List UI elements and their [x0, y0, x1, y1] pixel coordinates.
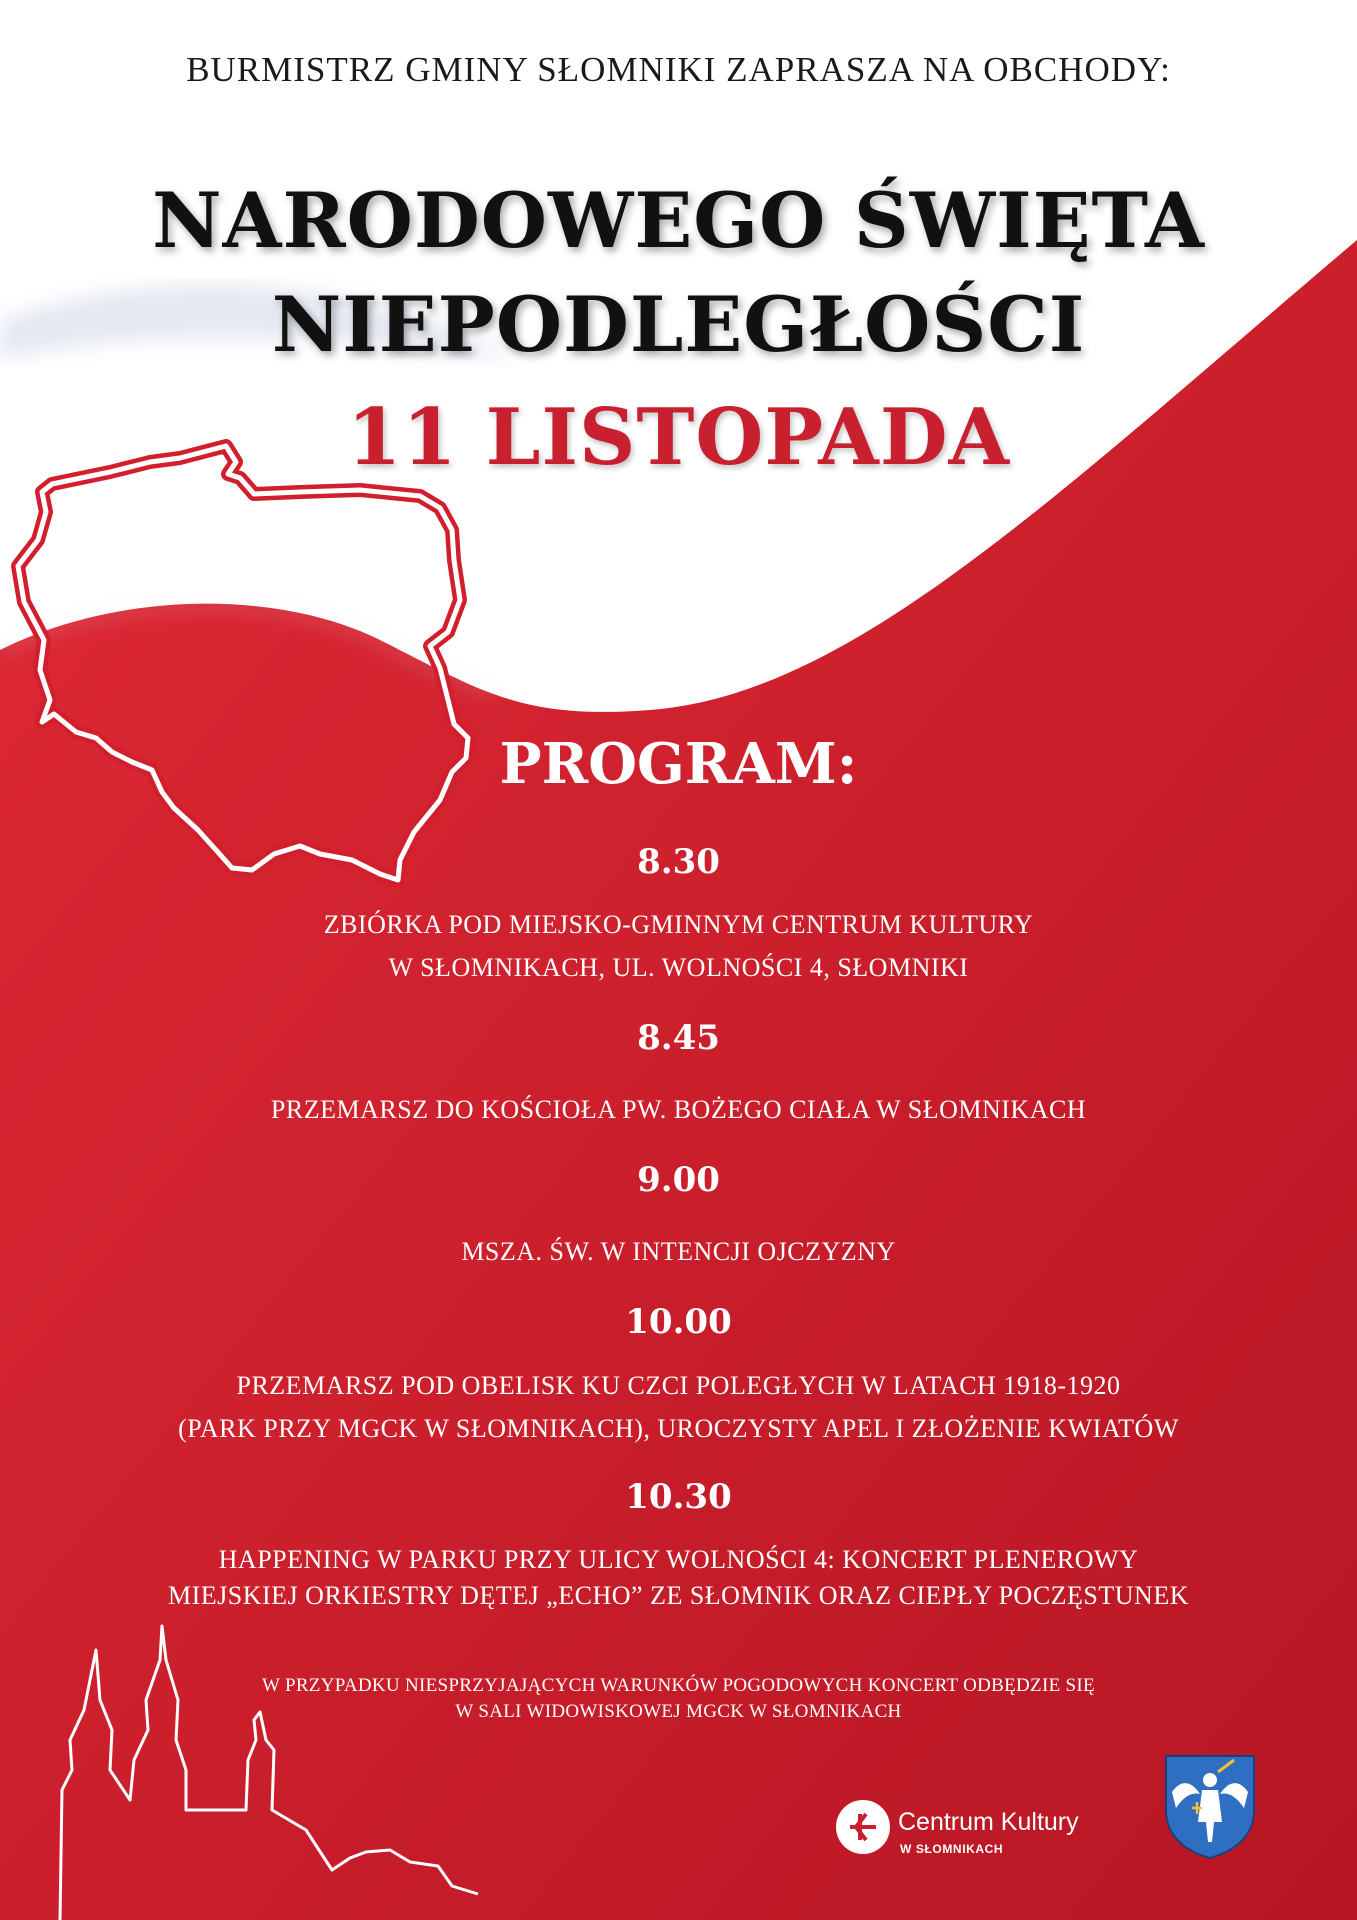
title-line-1: NARODOWEGO ŚWIĘTA: [152, 176, 1205, 265]
coat-of-arms-icon: [1162, 1752, 1258, 1860]
organizer-line: BURMISTRZ GMINY SŁOMNIKI ZAPRASZA NA OBCHODY:: [186, 50, 1171, 89]
logo-subtitle: W SŁOMNIKACH: [900, 1842, 1004, 1856]
program-heading: PROGRAM:: [499, 731, 858, 797]
program-time: 8.30: [637, 842, 720, 882]
weather-note: W SALI WIDOWISKOWEJ MGCK W SŁOMNIKACH: [455, 1701, 902, 1722]
program-time: 9.00: [637, 1160, 720, 1200]
centrum-kultury-mark-icon: [836, 1800, 890, 1854]
program-time: 10.30: [625, 1477, 732, 1517]
title-date: 11 LISTOPADA: [346, 392, 1010, 483]
program-description: HAPPENING W PARKU PRZY ULICY WOLNOŚCI 4: KONCERT PLENEROWY: [218, 1545, 1139, 1574]
logo-name: Centrum Kultury: [898, 1808, 1079, 1836]
program-description: PRZEMARSZ DO KOŚCIOŁA PW. BOŻEGO CIAŁA W SŁOMNIKACH: [270, 1095, 1087, 1124]
program-time: 8.45: [637, 1018, 720, 1058]
program-description: MIEJSKIEJ ORKIESTRY DĘTEJ „ECHO” ZE SŁOMNIK ORAZ CIEPŁY POCZĘSTUNEK: [168, 1581, 1189, 1610]
centrum-kultury-logo: [836, 1800, 1126, 1862]
program-description: PRZEMARSZ POD OBELISK KU CZCI POLEGŁYCH W LATACH 1918-1920: [236, 1371, 1121, 1400]
weather-note: W PRZYPADKU NIESPRZYJAJĄCYCH WARUNKÓW POGODOWYCH KONCERT ODBĘDZIE SIĘ: [262, 1675, 1095, 1696]
program-description: (PARK PRZY MGCK W SŁOMNIKACH), UROCZYSTY APEL I ZŁOŻENIE KWIATÓW: [178, 1414, 1179, 1443]
program-description: W SŁOMNIKACH, UL. WOLNOŚCI 4, SŁOMNIKI: [388, 953, 969, 982]
program-time: 10.00: [625, 1302, 732, 1342]
title-line-2: NIEPODLEGŁOŚCI: [271, 280, 1086, 369]
program-description: ZBIÓRKA POD MIEJSKO-GMINNYM CENTRUM KULTURY: [323, 910, 1034, 939]
program-description: MSZA. ŚW. W INTENCJI OJCZYZNY: [461, 1237, 896, 1266]
